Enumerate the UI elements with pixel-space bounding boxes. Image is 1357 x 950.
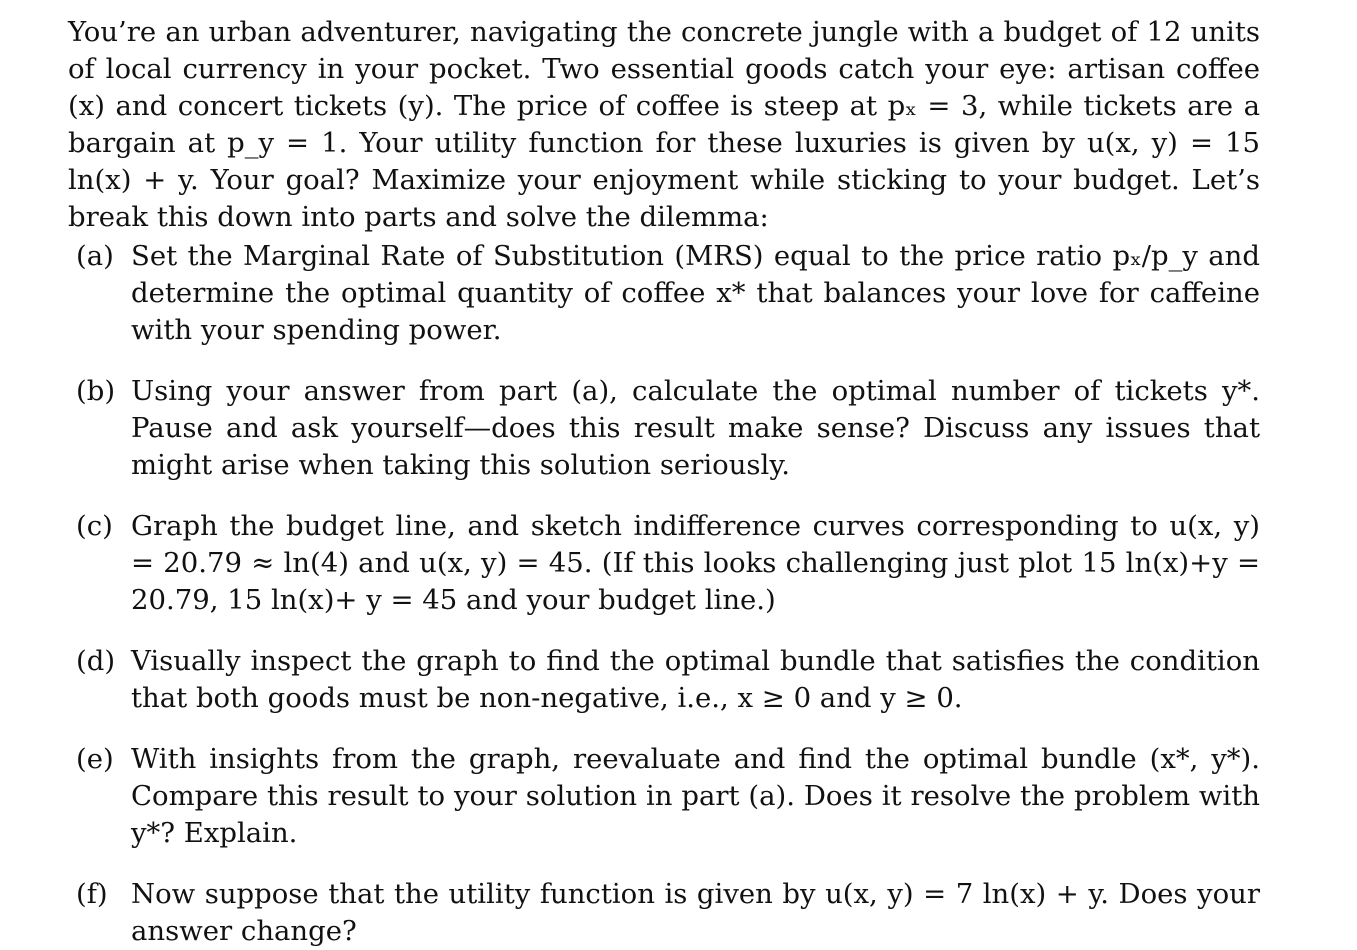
problem-document <box>68 14 1260 950</box>
problem-intro-paragraph: You’re an urban adventurer, navigating the concrete jungle with a budget of 12 units of local currency in your pocket. Two essential goods catch your eye: artisan coffee (x) and concert tickets (y). The price of coffee is steep at pₓ = 3, while tickets are a bargain at p_y = 1. Your utility function for these luxuries is given by u(x, y) = 15 ln(x) + y. Your goal? Maximize your enjoyment while sticking to your budget. Let’s break this down into parts and solve the dilemma: <box>68 16 1260 233</box>
part-label: (f) <box>76 878 108 910</box>
part-a <box>68 238 1260 349</box>
problem-parts-list <box>68 238 1260 950</box>
part-text: Graph the budget line, and sketch indifference curves corresponding to u(x, y) = 20.79 ≈ ln(4) and u(x, y) = 45. (If this looks challenging just plot 15 ln(x)+y = 20.79, 15 ln(x)+ y = 45 and your budget line.) <box>131 510 1260 616</box>
part-label: (e) <box>76 743 114 775</box>
part-label: (d) <box>76 645 116 677</box>
part-label: (a) <box>76 240 114 272</box>
part-f <box>68 876 1260 950</box>
part-e <box>68 741 1260 852</box>
part-c <box>68 508 1260 619</box>
part-label: (b) <box>76 375 116 407</box>
part-d <box>68 643 1260 717</box>
part-text: Set the Marginal Rate of Substitution (MRS) equal to the price ratio pₓ/p_y and determine the optimal quantity of coffee x* that balances your love for caffeine with your spending power. <box>131 240 1260 346</box>
part-text: Visually inspect the graph to find the optimal bundle that satisfies the condition that both goods must be non-negative, i.e., x ≥ 0 and y ≥ 0. <box>131 645 1260 714</box>
part-text: With insights from the graph, reevaluate and find the optimal bundle (x*, y*). Compare this result to your solution in part (a). Does it resolve the problem with y*? Explain. <box>131 743 1260 849</box>
part-text: Using your answer from part (a), calculate the optimal number of tickets y*. Pause and ask yourself—does this result make sense? Discuss any issues that might arise when taking this solution seriously. <box>131 375 1260 481</box>
part-label: (c) <box>76 510 113 542</box>
part-text: Now suppose that the utility function is given by u(x, y) = 7 ln(x) + y. Does your answer change? <box>131 878 1260 947</box>
part-b <box>68 373 1260 484</box>
